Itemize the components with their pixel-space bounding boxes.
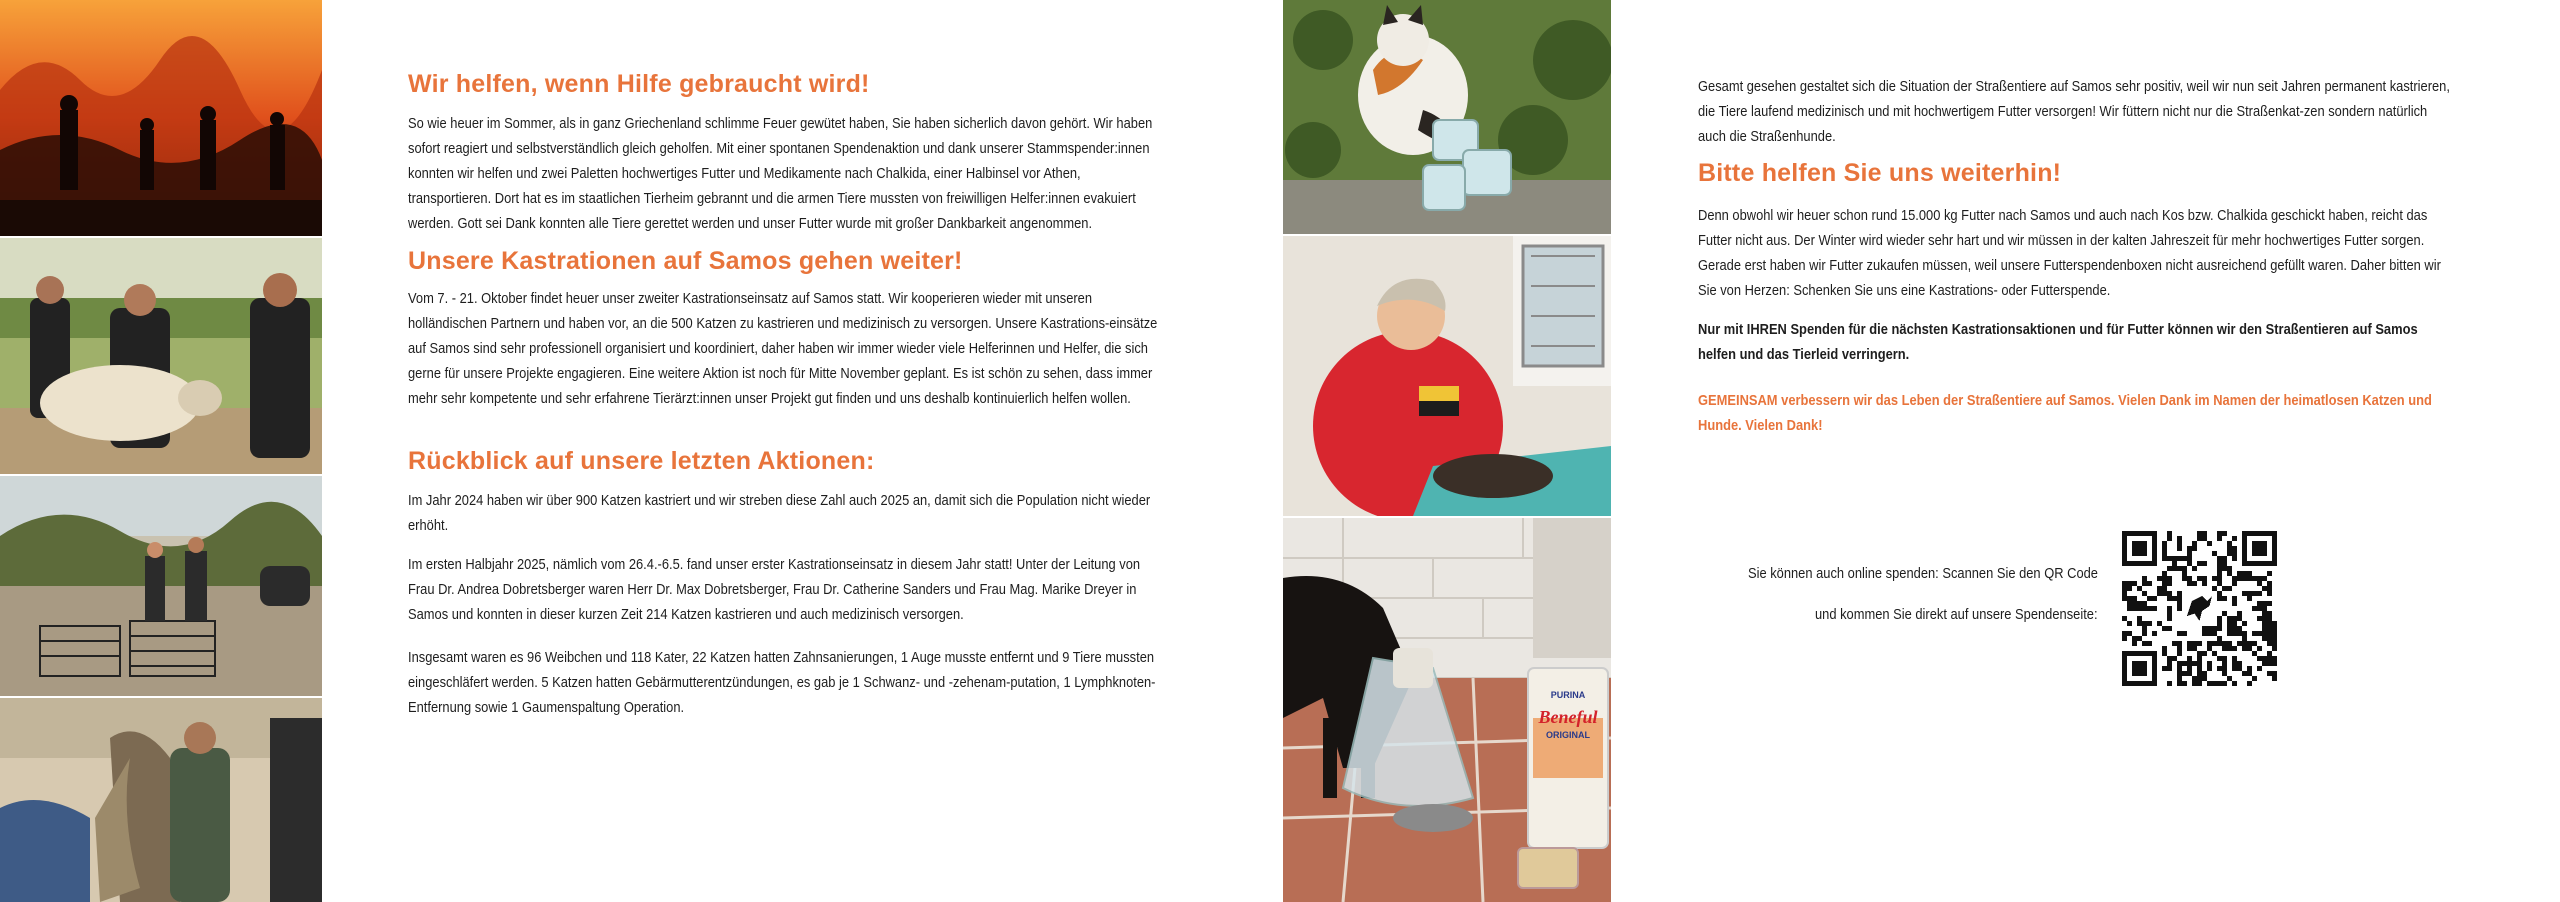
qr-instruction-line-2: und kommen Sie direkt auf unsere Spendenseite: [1815, 606, 2098, 623]
paragraph-halbjahr-2025: Im ersten Halbjahr 2025, nämlich vom 26.4.-6.5. fand unser erster Kastrationseinsatz in diesem Jahr statt! Unter der Leitung von Frau Dr. Andrea Dobretsberger waren Herr Dr. Max Dobretsberger, Frau Dr. Catherine Sanders und Frau Mag. Marike Dreyer in Samos und konnten in dieser kurzen Zeit 214 Katzen kastrieren und auch medizinisch versorgen. [408, 556, 1141, 623]
photo-volunteer-cat-surgery [1283, 236, 1611, 516]
paragraph-ihre-spenden: Nur mit IHREN Spenden für die nächsten Kastrationsaktionen und für Futter können wir den Straßentieren auf Samos helfen und das Tierleid verringern. [1698, 321, 2418, 363]
paragraph-2024: Im Jahr 2024 haben wir über 900 Katzen kastriert und wir streben diese Zahl auch 2025 an, damit sich die Population nicht wieder erhöht. [408, 492, 1151, 534]
paragraph-futter: Denn obwohl wir heuer schon rund 15.000 kg Futter nach Samos und auch nach Kos bzw. Chalkida geschickt haben, reicht das Futter nicht aus. Der Winter wird wieder sehr hart und wir müssen in der kalten Jahreszeit für mehr hochwertiges Futter sorgen. Gerade erst haben wir Futter zukaufen müssen, weil unsere Futterspendenboxen nicht ausreichend gefüllt waren. Daher bitten wir Sie von Herzen: Schenken Sie uns eine Kastrations- oder Futterspende. [1698, 207, 2441, 299]
paragraph-gemeinsam: GEMEINSAM verbessern wir das Leben der Straßentiere auf Samos. Vielen Dank im Namen der heimatlosen Katzen und Hunde. Vielen Dank! [1698, 392, 2432, 434]
paragraph-fire-help: So wie heuer im Sommer, als in ganz Griechenland schlimme Feuer gewütet haben, Sie haben sicherlich davon gehört. Wir haben sofort reagiert und selbstverständlich gleich geholfen. Mit einer spontanen Spendenaktion und dank unserer Stammspender:innen konnten wir helfen und zwei Paletten hochwertiges Futter und Medikamente nach Chalkida, einer Halbinsel vor Athen, transportieren. Dort hat es im staatlichen Tierheim gebrannt und die armen Tiere mussten von freiwilligen Helfer:innen evakuiert werden. Gott sei Dank konnten alle Tiere gerettet werden und unser Futter wurde mit großer Dankbarkeit angenommen. [408, 115, 1153, 232]
photo-wildfire [0, 0, 322, 236]
qr-instruction-line-1: Sie können auch online spenden: Scannen Sie den QR Code [1748, 565, 2098, 582]
heading-rueckblick: Rückblick auf unsere letzten Aktionen: [408, 447, 875, 475]
package-brand-text: Beneful [1538, 707, 1598, 727]
heading-wir-helfen: Wir helfen, wenn Hilfe gebraucht wird! [408, 70, 870, 98]
right-text-column [1698, 74, 2458, 438]
package-variant-text: ORIGINAL [1546, 730, 1590, 740]
photo-cat-cans [1283, 0, 1611, 234]
photo-dog-cone-food [1283, 518, 1611, 902]
package-maker-text: PURINA [1550, 690, 1586, 700]
paragraph-statistik: Insgesamt waren es 96 Weibchen und 118 Kater, 22 Katzen hatten Zahnsanierungen, 1 Auge musste entfernt und 9 Tiere mussten eingeschläfert werden. 5 Katzen hatten Gebärmutterentzündungen, es gab je 1 Schwanz- und -zehenam-putation, 1 Lymphknoten-Entfernung sowie 1 Gaumenspaltung Operation. [408, 649, 1156, 716]
photo-rescued-sheep [0, 238, 322, 474]
photo-cages-animals [0, 476, 322, 696]
photo-dog-hug [0, 698, 322, 902]
heading-kastrationen: Unsere Kastrationen auf Samos gehen weiter! [408, 247, 963, 275]
paragraph-situation: Gesamt gesehen gestaltet sich die Situation der Straßentiere auf Samos sehr positiv, weil wir nun seit Jahren permanent kastrieren, die Tiere laufend medizinisch und mit hochwertigem Futter versorgen! Wir füttern nicht nur die Straßenkat-zen sondern natürlich auch die Straßenhunde. [1698, 78, 2450, 145]
heading-bitte-helfen: Bitte helfen Sie uns weiterhin! [1698, 159, 2062, 187]
left-text-column [408, 70, 1168, 720]
donation-qr-code[interactable] [2122, 531, 2277, 686]
paragraph-kastrationen: Vom 7. - 21. Oktober findet heuer unser zweiter Kastrationseinsatz auf Samos statt. Wir kooperieren wieder mit unseren holländischen Partnern und haben vor, an die 500 Katzen zu kastrieren und medizinisch zu versorgen. Unsere Kastrations-einsätze auf Samos sind sehr professionell organisiert und koordiniert, daher haben wir immer wieder viele Helferinnen und Helfer, die sich gerne für unsere Projekte engagieren. Eine weitere Aktion ist noch für Mitte November geplant. Es ist schön zu sehen, dass immer mehr sehr kompetente und sehr erfahrene Tierärzt:innen unser Projekt gut finden und uns deshalb kontinuierlich helfen wollen. [408, 290, 1158, 407]
